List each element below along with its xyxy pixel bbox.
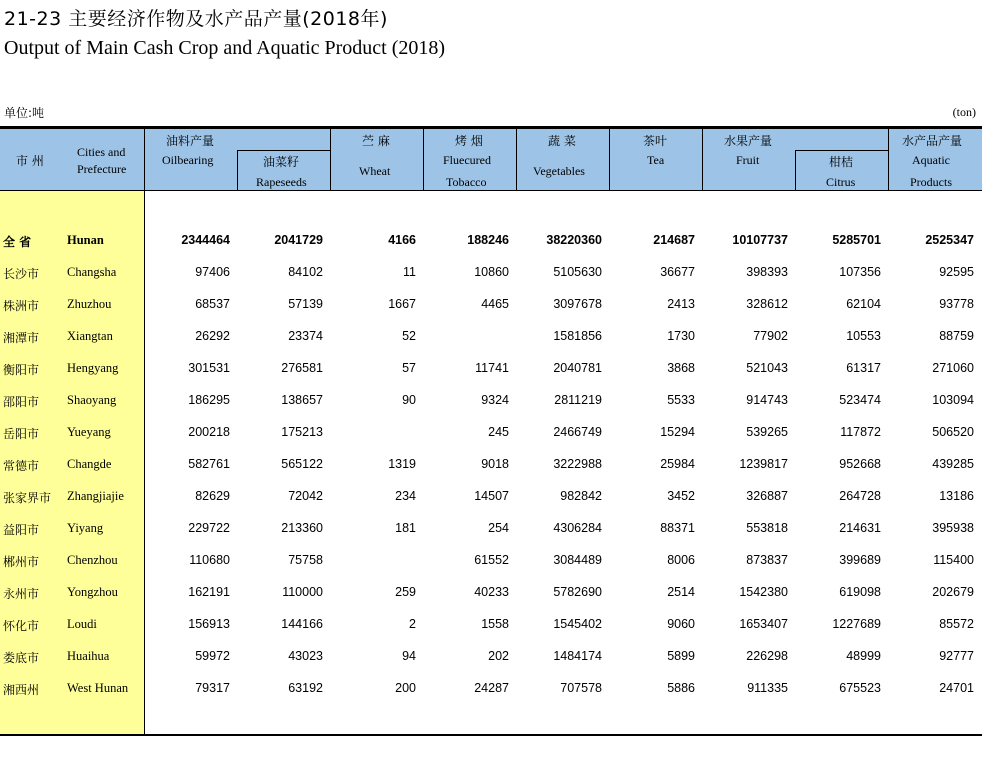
row-value: 5899 (667, 649, 695, 663)
row-city-en: Changde (67, 457, 112, 471)
header-tea-cn: 茶叶 (643, 134, 668, 148)
row-value: 2040781 (553, 361, 602, 375)
row-value: 245 (488, 425, 509, 439)
row-city-en: Yiyang (67, 521, 104, 535)
header-bottom-rule (0, 190, 982, 191)
row-value: 1667 (388, 297, 416, 311)
row-value: 186295 (188, 393, 230, 407)
row-value: 10860 (474, 265, 509, 279)
header-citrus-cn: 柑桔 (829, 155, 854, 169)
row-value: 9324 (481, 393, 509, 407)
header-divider (330, 129, 331, 190)
row-value: 110000 (282, 585, 323, 599)
header-divider (423, 129, 424, 190)
row-value: 8006 (667, 553, 695, 567)
row-city-cn: 郴州市 (3, 555, 40, 569)
header-tobacco-en-2: Tobacco (446, 175, 487, 189)
row-value: 707578 (560, 681, 602, 695)
row-value: 117872 (840, 425, 881, 439)
row-value: 26292 (195, 329, 230, 343)
row-city-en: Huaihua (67, 649, 110, 663)
row-city-cn: 娄底市 (3, 651, 40, 665)
row-value: 38220360 (546, 233, 602, 247)
row-value: 982842 (560, 489, 602, 503)
row-value: 200218 (188, 425, 230, 439)
row-value: 90 (402, 393, 416, 407)
row-value: 271060 (932, 361, 974, 375)
row-value: 1558 (481, 617, 509, 631)
row-value: 11741 (475, 361, 509, 375)
row-value: 328612 (746, 297, 788, 311)
row-value: 10107737 (732, 233, 788, 247)
row-city-cn: 全 省 (3, 235, 32, 249)
header-ramie-cn: 苎 麻 (362, 134, 390, 148)
header-vegetables-en: Vegetables (533, 164, 585, 178)
row-city-en: Hengyang (67, 361, 119, 375)
row-value: 1239817 (739, 457, 788, 471)
header-divider (144, 129, 145, 190)
header-divider (237, 151, 238, 190)
row-value: 144166 (281, 617, 323, 631)
header-divider (516, 129, 517, 190)
header-subrule (795, 150, 888, 151)
row-value: 10553 (846, 329, 881, 343)
row-city-cn: 邵阳市 (3, 395, 40, 409)
row-value: 873837 (746, 553, 788, 567)
row-city-en: Zhuzhou (67, 297, 112, 311)
row-value: 77902 (753, 329, 788, 343)
table-bottom-rule (0, 734, 982, 736)
row-value: 162191 (188, 585, 230, 599)
row-value: 94 (402, 649, 416, 663)
unit-label-chinese: 单位:吨 (4, 106, 45, 120)
row-city-cn: 益阳市 (3, 523, 40, 537)
row-value: 952668 (839, 457, 881, 471)
table-row (0, 550, 982, 570)
row-value: 3868 (667, 361, 695, 375)
row-value: 156913 (188, 617, 230, 631)
row-value: 521043 (746, 361, 788, 375)
row-value: 553818 (746, 521, 788, 535)
header-tea-en: Tea (647, 153, 665, 167)
row-value: 57 (402, 361, 416, 375)
row-value: 25984 (660, 457, 695, 471)
row-value: 2344464 (181, 233, 230, 247)
header-aquatic-cn: 水产品产量 (902, 134, 963, 148)
header-city-cn: 市 州 (16, 154, 44, 168)
table-row (0, 678, 982, 698)
row-value: 202 (488, 649, 509, 663)
row-value: 3452 (667, 489, 695, 503)
row-value: 3084489 (553, 553, 602, 567)
row-value: 43023 (288, 649, 323, 663)
row-value: 326887 (746, 489, 788, 503)
unit-label-english: (ton) (952, 105, 976, 119)
row-value: 200 (395, 681, 416, 695)
row-value: 1545402 (553, 617, 602, 631)
row-value: 36677 (660, 265, 695, 279)
row-city-cn: 湘潭市 (3, 331, 40, 345)
table-row (0, 454, 982, 474)
row-value: 61552 (474, 553, 509, 567)
row-value: 79317 (195, 681, 230, 695)
row-value: 107356 (839, 265, 881, 279)
row-value: 914743 (746, 393, 788, 407)
row-value: 93778 (939, 297, 974, 311)
row-value: 24287 (474, 681, 509, 695)
row-value: 2 (409, 617, 416, 631)
row-value: 52 (402, 329, 416, 343)
row-value: 110680 (189, 553, 230, 567)
header-city-en-2: Prefecture (77, 162, 127, 176)
table-row (0, 390, 982, 410)
row-city-cn: 长沙市 (3, 267, 40, 281)
row-value: 97406 (195, 265, 230, 279)
table-row (0, 294, 982, 314)
row-value: 14507 (474, 489, 509, 503)
header-oilbearing-en: Oilbearing (162, 153, 214, 167)
header-subrule (237, 150, 330, 151)
row-city-en: Yongzhou (67, 585, 118, 599)
row-value: 4166 (388, 233, 416, 247)
row-value: 202679 (932, 585, 974, 599)
row-value: 229722 (188, 521, 230, 535)
row-value: 188246 (467, 233, 509, 247)
row-city-cn: 怀化市 (3, 619, 40, 633)
header-fruit-cn: 水果产量 (724, 134, 773, 148)
row-value: 5886 (667, 681, 695, 695)
row-value: 2041729 (274, 233, 323, 247)
row-value: 234 (395, 489, 416, 503)
row-value: 13186 (939, 489, 974, 503)
row-value: 24701 (939, 681, 974, 695)
row-value: 59972 (195, 649, 230, 663)
row-city-en: Hunan (67, 233, 104, 247)
table-row (0, 518, 982, 538)
row-city-cn: 岳阳市 (3, 427, 40, 441)
header-rapeseeds-cn: 油菜籽 (263, 155, 300, 169)
row-value: 85572 (939, 617, 974, 631)
row-value: 115400 (933, 553, 974, 567)
table-row (0, 262, 982, 282)
row-value: 539265 (746, 425, 788, 439)
row-city-cn: 常德市 (3, 459, 40, 473)
table-title-english: Output of Main Cash Crop and Aquatic Product (2018) (4, 37, 446, 59)
row-value: 175213 (281, 425, 323, 439)
row-value: 2525347 (925, 233, 974, 247)
row-value: 5105630 (553, 265, 602, 279)
row-value: 2811219 (554, 393, 602, 407)
row-value: 40233 (474, 585, 509, 599)
table-row-total (0, 230, 982, 250)
row-value: 84102 (288, 265, 323, 279)
row-value: 92595 (939, 265, 974, 279)
row-value: 61317 (846, 361, 881, 375)
row-city-cn: 张家界市 (3, 491, 52, 505)
row-value: 2413 (667, 297, 695, 311)
row-value: 395938 (932, 521, 974, 535)
row-value: 1227689 (832, 617, 881, 631)
row-value: 72042 (288, 489, 323, 503)
row-value: 9060 (667, 617, 695, 631)
row-value: 254 (488, 521, 509, 535)
row-city-en: Loudi (67, 617, 97, 631)
row-value: 1542380 (739, 585, 788, 599)
row-value: 63192 (288, 681, 323, 695)
header-city-en-1: Cities and (77, 145, 126, 159)
row-value: 2466749 (553, 425, 602, 439)
header-tobacco-cn: 烤 烟 (455, 134, 483, 148)
row-value: 259 (395, 585, 416, 599)
row-value: 88371 (660, 521, 695, 535)
row-value: 399689 (839, 553, 881, 567)
row-value: 565122 (281, 457, 323, 471)
row-value: 4306284 (553, 521, 602, 535)
table-row (0, 358, 982, 378)
table-row (0, 326, 982, 346)
row-value: 75758 (288, 553, 323, 567)
row-value: 439285 (932, 457, 974, 471)
row-value: 5285701 (832, 233, 881, 247)
row-city-en: Xiangtan (67, 329, 113, 343)
row-value: 48999 (846, 649, 881, 663)
row-value: 214687 (653, 233, 695, 247)
row-value: 5782690 (553, 585, 602, 599)
row-value: 398393 (746, 265, 788, 279)
header-tobacco-en-1: Fluecured (443, 153, 491, 167)
row-value: 3097678 (553, 297, 602, 311)
header-divider (795, 151, 796, 190)
row-value: 675523 (839, 681, 881, 695)
row-city-en: Changsha (67, 265, 117, 279)
row-value: 92777 (939, 649, 974, 663)
row-value: 214631 (839, 521, 881, 535)
row-value: 1653407 (739, 617, 788, 631)
row-value: 213360 (281, 521, 323, 535)
row-value: 2514 (667, 585, 695, 599)
header-divider (702, 129, 703, 190)
table-row (0, 646, 982, 666)
row-city-en: West Hunan (67, 681, 129, 695)
row-value: 82629 (195, 489, 230, 503)
header-aquatic-en-2: Products (910, 175, 952, 189)
row-value: 138657 (281, 393, 323, 407)
row-value: 57139 (288, 297, 323, 311)
header-aquatic-en-1: Aquatic (912, 153, 950, 167)
row-value: 1581856 (553, 329, 602, 343)
row-city-en: Shaoyang (67, 393, 117, 407)
row-value: 4465 (481, 297, 509, 311)
table-row (0, 582, 982, 602)
row-value: 1319 (388, 457, 416, 471)
row-value: 3222988 (553, 457, 602, 471)
row-city-cn: 株洲市 (3, 299, 40, 313)
row-city-en: Chenzhou (67, 553, 118, 567)
row-city-cn: 湘西州 (3, 683, 40, 697)
row-value: 103094 (932, 393, 974, 407)
row-value: 181 (395, 521, 416, 535)
header-ramie-en: Wheat (359, 164, 391, 178)
row-value: 15294 (660, 425, 695, 439)
row-value: 1730 (667, 329, 695, 343)
header-vegetables-cn: 蔬 菜 (548, 134, 576, 148)
table-row (0, 486, 982, 506)
row-city-cn: 永州市 (3, 587, 40, 601)
row-value: 62104 (846, 297, 881, 311)
header-divider (888, 129, 889, 190)
row-value: 911335 (747, 681, 788, 695)
row-value: 1484174 (553, 649, 602, 663)
row-value: 506520 (932, 425, 974, 439)
header-oilbearing-cn: 油料产量 (166, 134, 215, 148)
table-row (0, 614, 982, 634)
header-citrus-en: Citrus (826, 175, 856, 189)
row-value: 23374 (288, 329, 323, 343)
row-value: 88759 (939, 329, 974, 343)
row-value: 11 (403, 265, 416, 279)
row-value: 9018 (481, 457, 509, 471)
row-value: 226298 (746, 649, 788, 663)
row-value: 301531 (188, 361, 230, 375)
row-city-en: Zhangjiajie (67, 489, 124, 503)
row-value: 523474 (839, 393, 881, 407)
row-value: 68537 (195, 297, 230, 311)
header-divider (609, 129, 610, 190)
table-title-chinese: 21-23 主要经济作物及水产品产量(2018年) (4, 8, 388, 30)
row-city-en: Yueyang (67, 425, 111, 439)
row-value: 582761 (188, 457, 230, 471)
header-fruit-en: Fruit (736, 153, 760, 167)
row-city-cn: 衡阳市 (3, 363, 40, 377)
row-value: 5533 (667, 393, 695, 407)
row-value: 264728 (839, 489, 881, 503)
header-rapeseeds-en: Rapeseeds (256, 175, 307, 189)
row-value: 619098 (839, 585, 881, 599)
row-value: 276581 (281, 361, 323, 375)
table-row (0, 422, 982, 442)
